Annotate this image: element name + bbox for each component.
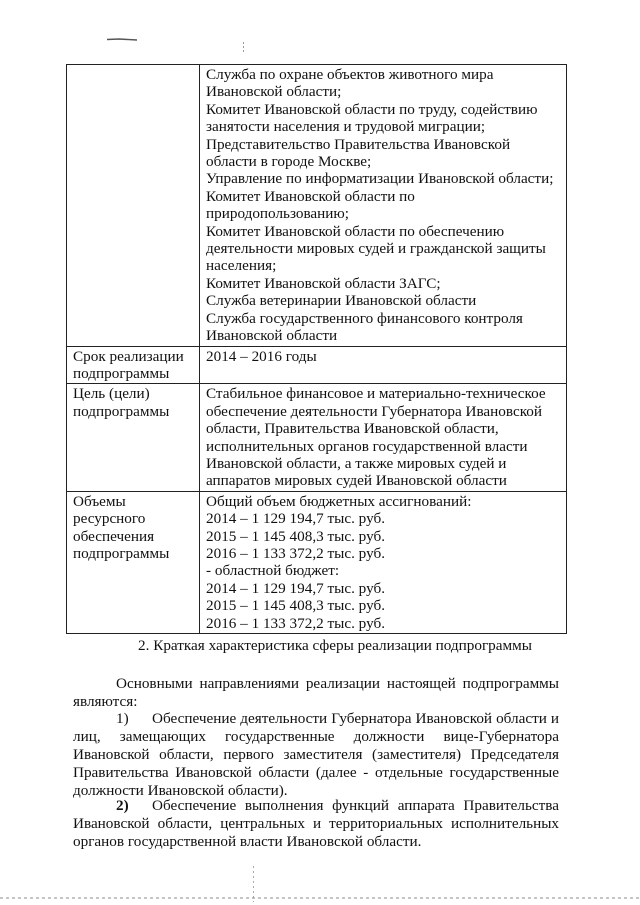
responsible-line: Служба государственного финансового контроля xyxy=(206,309,523,327)
intro-line: Основными направлениями реализации настоящей подпрограммы xyxy=(116,675,559,692)
funding-line: 2016 – 1 133 372,2 тыс. руб. xyxy=(206,614,385,632)
responsible-line: деятельности мировых судей и гражданской защиты xyxy=(206,240,546,258)
list-item-line xyxy=(73,797,559,815)
responsible-line: Комитет Ивановской области ЗАГС; xyxy=(206,274,441,292)
responsible-line: занятости населения и трудовой миграции; xyxy=(206,118,486,136)
intro-line: являются: xyxy=(73,693,138,710)
goal-line: Стабильное финансовое и материально-техническое xyxy=(206,385,546,403)
table-row-responsible xyxy=(67,65,567,347)
funding-line: 2015 – 1 145 408,3 тыс. руб. xyxy=(206,527,385,545)
list-item-line xyxy=(73,710,559,728)
list-item-line: должности Ивановской области). xyxy=(73,782,288,799)
goal-line: Ивановской области, а также мировых судей и xyxy=(206,454,507,472)
section-title: 2. Краткая характеристика сферы реализации подпрограммы xyxy=(138,637,532,654)
list-item-number: 2) xyxy=(116,797,129,814)
responsible-line: Управление по информатизации Ивановской области; xyxy=(206,170,554,188)
goal-line: области, Правительства Ивановской области, xyxy=(206,420,499,438)
term-label-line: Срок реализации xyxy=(73,347,184,365)
list-item-line: Ивановской области, первого заместителя (заместителя) Председателя xyxy=(73,746,559,763)
term-label-cell xyxy=(67,346,200,384)
funding-line: 2014 – 1 129 194,7 тыс. руб. xyxy=(206,579,385,597)
goal-line: исполнительных органов государственной власти xyxy=(206,437,528,455)
responsible-line: Ивановской области; xyxy=(206,83,342,101)
funding-line: 2014 – 1 129 194,7 тыс. руб. xyxy=(206,510,385,528)
goal-value-cell xyxy=(200,384,567,491)
responsible-line: Представительство Правительства Ивановской xyxy=(206,135,511,153)
funding-label-cell xyxy=(67,491,200,633)
goal-label-line: подпрограммы xyxy=(73,402,170,420)
list-item-line: Ивановской области, центральных и территориальных исполнительных xyxy=(73,815,559,832)
funding-label-line: ресурсного xyxy=(73,510,146,528)
term-value: 2014 – 2016 годы xyxy=(206,347,317,365)
responsible-line: Служба ветеринарии Ивановской области xyxy=(206,292,477,310)
funding-line: 2015 – 1 145 408,3 тыс. руб. xyxy=(206,597,385,615)
table-row-funding xyxy=(67,491,567,633)
scan-artifact-mark xyxy=(107,38,137,41)
funding-label-line: подпрограммы xyxy=(73,544,170,562)
list-item-2 xyxy=(73,797,559,851)
responsible-value-cell xyxy=(200,65,567,347)
goal-label-cell xyxy=(67,384,200,491)
responsible-line: Комитет Ивановской области по обеспечению xyxy=(206,222,505,240)
table-row-goal xyxy=(67,384,567,491)
responsible-label-cell xyxy=(67,65,200,347)
term-label-line: подпрограммы xyxy=(73,364,170,382)
list-item-text: Обеспечение выполнения функций аппарата Правительства xyxy=(152,797,559,814)
table-row-term xyxy=(67,346,567,384)
list-item-line: лиц, замещающих государственные должности вице-Губернатора xyxy=(73,728,559,745)
funding-label-line: обеспечения xyxy=(73,527,155,545)
list-item-1 xyxy=(73,710,559,800)
goal-label-line: Цель (цели) xyxy=(73,385,150,403)
list-item-line: Правительства Ивановской области (далее - отдельные государственные xyxy=(73,764,559,781)
list-item-number: 1) xyxy=(116,710,129,727)
funding-label-line: Объемы xyxy=(73,492,126,510)
responsible-line: природопользованию; xyxy=(206,205,349,223)
responsible-line: Служба по охране объектов животного мира xyxy=(206,66,494,83)
scan-artifact-dot xyxy=(242,42,245,52)
responsible-line: Комитет Ивановской области по xyxy=(206,187,415,205)
funding-value-cell xyxy=(200,491,567,633)
funding-line: - областной бюджет: xyxy=(206,562,340,580)
list-item-line: органов государственной власти Ивановской области. xyxy=(73,833,422,850)
subprogram-passport-table xyxy=(66,64,567,634)
funding-line: Общий объем бюджетных ассигнований: xyxy=(206,492,472,510)
goal-line: аппаратов мировых судей Ивановской области xyxy=(206,472,507,490)
goal-line: обеспечение деятельности Губернатора Ивановской xyxy=(206,402,543,420)
responsible-line: Ивановской области xyxy=(206,327,338,345)
responsible-line: области в городе Москве; xyxy=(206,153,372,171)
scan-artifact-edge xyxy=(0,897,640,899)
list-item-text: Обеспечение деятельности Губернатора Ивановской области и xyxy=(152,710,559,727)
term-value-cell xyxy=(200,346,567,384)
responsible-line: населения; xyxy=(206,257,277,275)
intro-paragraph xyxy=(73,675,559,711)
responsible-line: Комитет Ивановской области по труду, содействию xyxy=(206,100,538,118)
funding-line: 2016 – 1 133 372,2 тыс. руб. xyxy=(206,544,385,562)
